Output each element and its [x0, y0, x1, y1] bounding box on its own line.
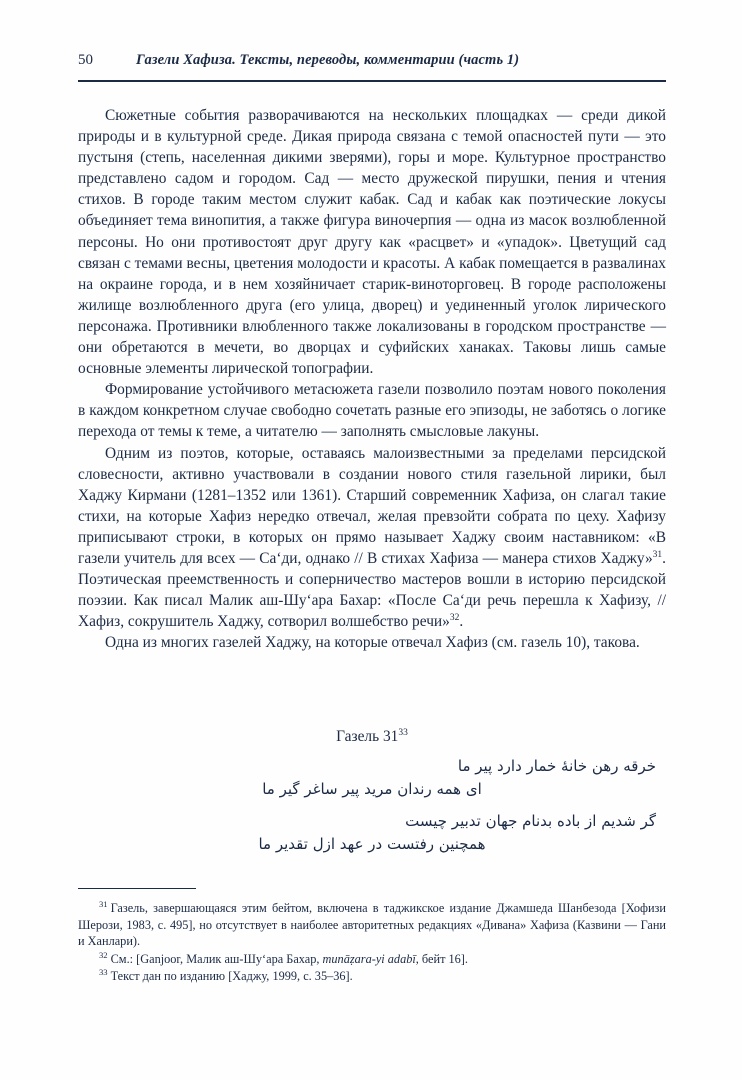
- verse-line-1: خرقه رهن خانۀ خمار دارد پیر ما: [457, 757, 656, 775]
- paragraph-3-part-a: Одним из поэтов, которые, оставаясь малоизвестными за пределами персидской словесности, активно участвовали в создании нового стиля газельной лирики, был Хаджу Кирмани (1281–1352 или 1361). Старший современник Хафиза, он слагал такие стихи, на которые Хафиз нередко отвечал, желая превзойти собрата по цеху. Хафизу приписывают строки, в которых он прямо называет Хаджу своим наставником: «В газели учитель для всех — Са‘ди, однако // В стихах Хафиза — манера стихов Хаджу»: [78, 444, 666, 567]
- body-text: [78, 105, 666, 653]
- running-head-title: Газели Хафиза. Тексты, переводы, комментарии (часть 1): [136, 52, 520, 68]
- paragraph-3-part-b: . Поэтическая преемственность и соперничество мастеров вошли в историю персидской поэзии. Как писал Малик аш-Шу‘ара Бахар: «После Са‘ди речь перешла к Хафизу, // Хафиз, сокрушитель Хаджу, сотворил волшебство речи»: [78, 549, 666, 631]
- footnote-31: [78, 900, 666, 950]
- verse-line-3: گر شدیم از باده بدنام جهان تدبیر چیست: [405, 812, 656, 830]
- footnote-32-marker: 32: [99, 949, 108, 960]
- paragraph-3-part-c: .: [459, 613, 464, 631]
- footnote-32-text-before: См.: [Ganjoor, Малик аш-Шу‘ара Бахар,: [110, 951, 323, 966]
- footnote-32-text-after: , бейт 16].: [415, 951, 468, 966]
- running-head: [78, 52, 666, 69]
- paragraph-3: [78, 443, 666, 633]
- verse-line-2: ای همه رندان مرید پیر ساغر گیر ما: [262, 780, 482, 798]
- footnote-31-marker: 31: [99, 898, 108, 909]
- footnote-ref-31[interactable]: 31: [652, 549, 663, 560]
- footnote-33-marker: 33: [99, 967, 108, 978]
- footnote-31-text: Газель, завершающаяся этим бейтом, включена в таджикское издание Джамшеда Шанбезода [Хофизи Шерози, 1983, с. 495], но отсутствует в наиболее авторитетных редакциях «Дивана» Хафиза (Казвини — Гани и Ханлари).: [78, 901, 666, 949]
- paragraph-4: Одна из многих газелей Хаджу, на которые отвечал Хафиз (см. газель 10), такова.: [105, 634, 640, 652]
- footnote-32-transliteration: munāẓara-yi adabī: [322, 951, 416, 966]
- paragraph-2: Формирование устойчивого метасюжета газели позволило поэтам нового поколения в каждом конкретном случае свободно сочетать разные его эпизоды, не заботясь о логике перехода от темы к теме, а читателю — заполнять смысловые лакуны.: [78, 381, 666, 441]
- ghazal-heading: [78, 728, 666, 746]
- persian-verse-block: [78, 755, 666, 856]
- footnote-separator: [78, 888, 196, 889]
- footnote-33: [78, 968, 666, 985]
- footnote-33-text: Текст дан по изданию [Хаджу, 1999, с. 35–36].: [110, 969, 353, 984]
- page-number: 50: [78, 52, 93, 68]
- header-divider: [78, 80, 666, 82]
- ghazal-heading-label: Газель 31: [336, 728, 399, 745]
- footnote-ref-33[interactable]: 33: [398, 727, 408, 738]
- verse-line-4: همچنین رفتست در عهد ازل تقدیر ما: [258, 835, 486, 853]
- footnote-ref-32[interactable]: 32: [449, 613, 460, 624]
- footnote-area: [78, 900, 666, 986]
- footnote-32: [78, 951, 666, 968]
- verse-gap: [78, 801, 666, 810]
- paragraph-1: Сюжетные события разворачиваются на нескольких площадках — среди дикой природы и в культурной среде. Дикая природа связана с темой опасностей пути — это пустыня (степь, населенная дикими зверями), горы и море. Культурное пространство представлено садом и городом. Сад — место дружеской пирушки, пения и чтения стихов. В городе таким местом служит кабак. Сад и кабак как поэтические локусы объединяет тема винопития, а также фигура виночерпия — одна из масок возлюбленной персоны. Но они противостоят друг другу как «расцвет» и «упадок». Цветущий сад связан с темами весны, цветения молодости и красоты. А кабак помещается в развалинах на окраине города, и в нем хозяйничает старик-виноторговец. В городе расположены жилище возлюбленного друга (его улица, дворец) и уединенный уголок лирического персонажа. Противники влюбленного также локализованы в городском пространстве — они обретаются в мечети, во дворцах и суфийских ханаках. Таковы лишь самые основные элементы лирической топографии.: [78, 107, 666, 378]
